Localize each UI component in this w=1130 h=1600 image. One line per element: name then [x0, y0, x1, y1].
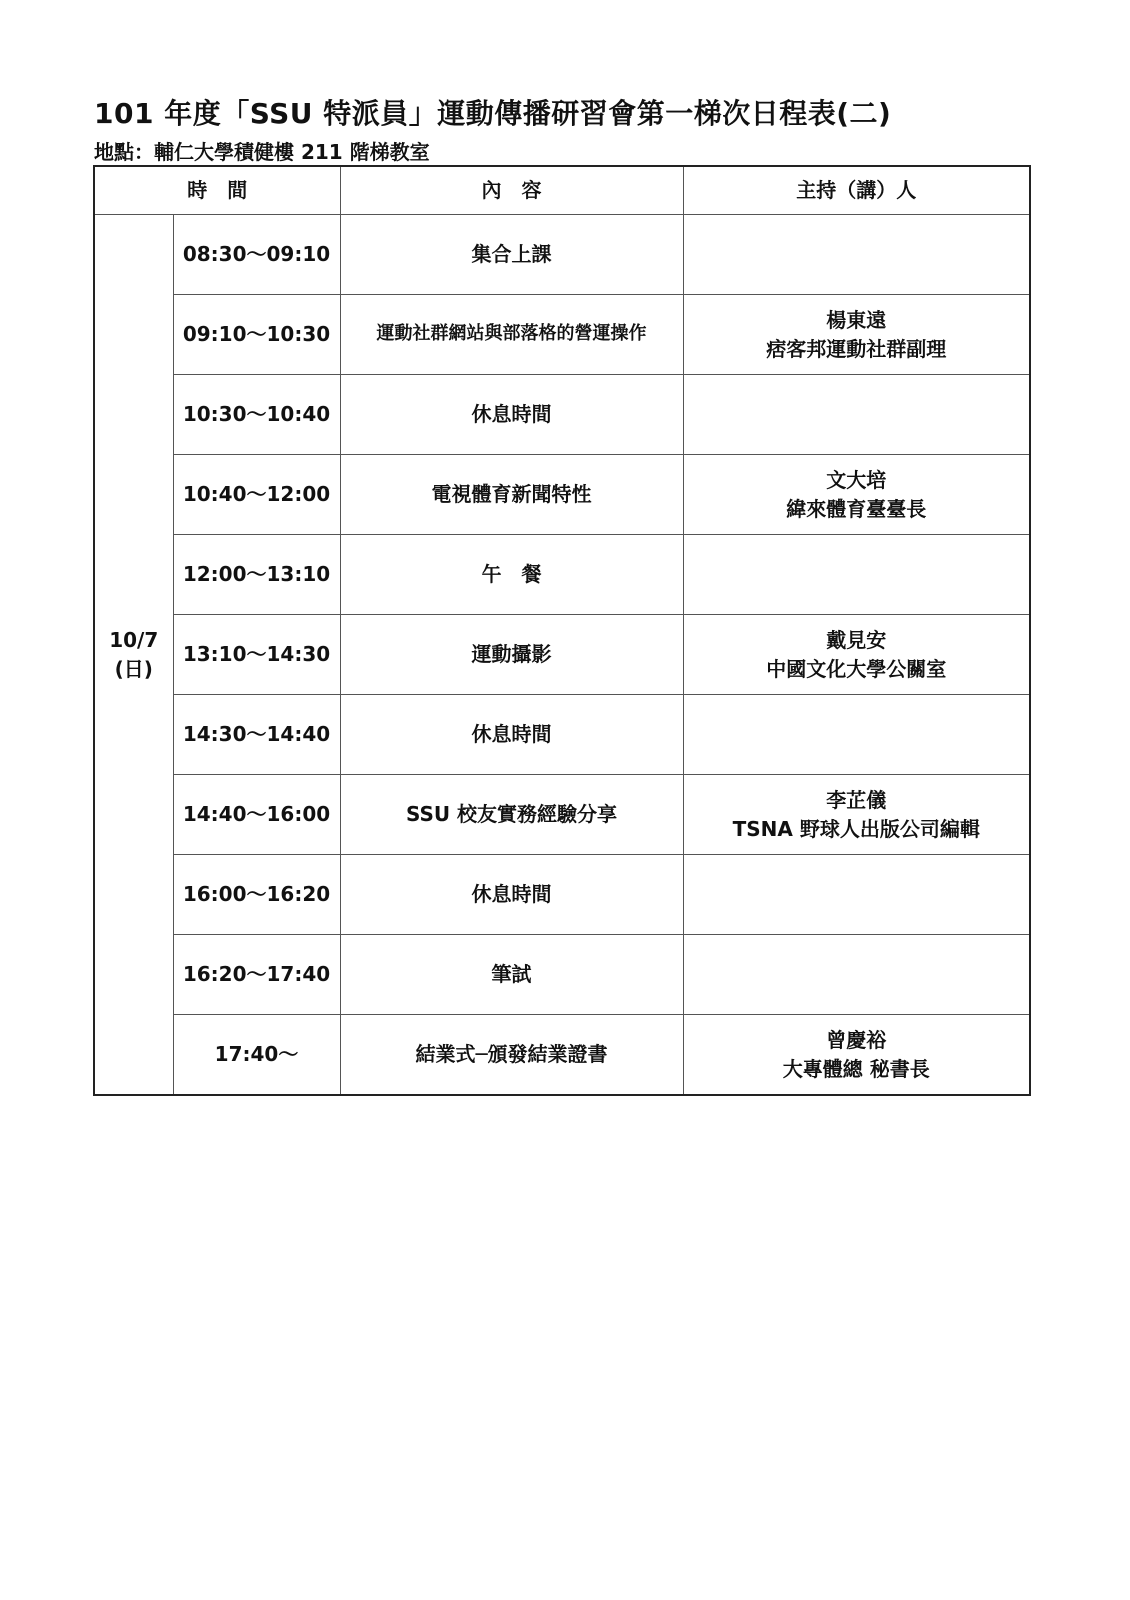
host-title: 痞客邦運動社群副理	[766, 336, 947, 361]
time-cell: 09:10～10:30	[173, 295, 340, 375]
schedule-table	[93, 165, 1031, 1096]
header-content: 內 容	[340, 166, 683, 215]
table-row	[94, 295, 1030, 375]
table-header-row	[94, 166, 1030, 215]
content-cell: 休息時間	[340, 375, 683, 455]
table-row	[94, 215, 1030, 295]
time-cell: 17:40～	[173, 1015, 340, 1096]
host-title: TSNA 野球人出版公司編輯	[732, 816, 980, 841]
time-cell: 10:30～10:40	[173, 375, 340, 455]
content-cell: 電視體育新聞特性	[340, 455, 683, 535]
host-title: 中國文化大學公關室	[766, 656, 947, 681]
content-cell: 運動社群網站與部落格的營運操作	[340, 295, 683, 375]
content-cell: 集合上課	[340, 215, 683, 295]
table-row	[94, 695, 1030, 775]
header-host: 主持（講）人	[683, 166, 1030, 215]
content-cell: 午 餐	[340, 535, 683, 615]
header-time: 時 間	[94, 166, 340, 215]
table-row	[94, 775, 1030, 855]
host-cell	[683, 295, 1030, 375]
content-cell: 結業式─頒發結業證書	[340, 1015, 683, 1096]
host-cell	[683, 375, 1030, 455]
table-row	[94, 935, 1030, 1015]
host-cell	[683, 215, 1030, 295]
time-cell: 14:40～16:00	[173, 775, 340, 855]
host-title: 緯來體育臺臺長	[786, 496, 927, 521]
host-cell	[683, 455, 1030, 535]
host-cell	[683, 775, 1030, 855]
table-row	[94, 615, 1030, 695]
table-row	[94, 375, 1030, 455]
host-name: 戴見安	[826, 627, 887, 652]
time-cell: 12:00～13:10	[173, 535, 340, 615]
host-name: 李芷儀	[826, 787, 887, 812]
host-title: 大專體總 秘書長	[782, 1056, 930, 1081]
date-day: 10/7	[109, 627, 159, 652]
date-weekday: (日)	[114, 656, 153, 681]
table-row	[94, 855, 1030, 935]
time-cell: 08:30～09:10	[173, 215, 340, 295]
date-cell	[94, 215, 173, 1096]
content-cell: 筆試	[340, 935, 683, 1015]
time-cell: 10:40～12:00	[173, 455, 340, 535]
table-row	[94, 455, 1030, 535]
host-cell	[683, 855, 1030, 935]
time-cell: 14:30～14:40	[173, 695, 340, 775]
host-cell	[683, 695, 1030, 775]
table-row	[94, 535, 1030, 615]
host-cell	[683, 935, 1030, 1015]
content-cell: 休息時間	[340, 695, 683, 775]
host-cell	[683, 615, 1030, 695]
time-cell: 13:10～14:30	[173, 615, 340, 695]
host-cell	[683, 535, 1030, 615]
document-location: 地點：輔仁大學積健樓 211 階梯教室	[94, 140, 430, 164]
content-cell: SSU 校友實務經驗分享	[340, 775, 683, 855]
host-name: 楊東遠	[826, 307, 887, 332]
time-cell: 16:00～16:20	[173, 855, 340, 935]
host-name: 文大培	[826, 467, 887, 492]
table-row	[94, 1015, 1030, 1096]
host-name: 曾慶裕	[826, 1027, 887, 1052]
document-title: 101 年度「SSU 特派員」運動傳播研習會第一梯次日程表(二)	[94, 97, 892, 130]
content-cell: 休息時間	[340, 855, 683, 935]
time-cell: 16:20～17:40	[173, 935, 340, 1015]
host-cell	[683, 1015, 1030, 1096]
content-cell: 運動攝影	[340, 615, 683, 695]
